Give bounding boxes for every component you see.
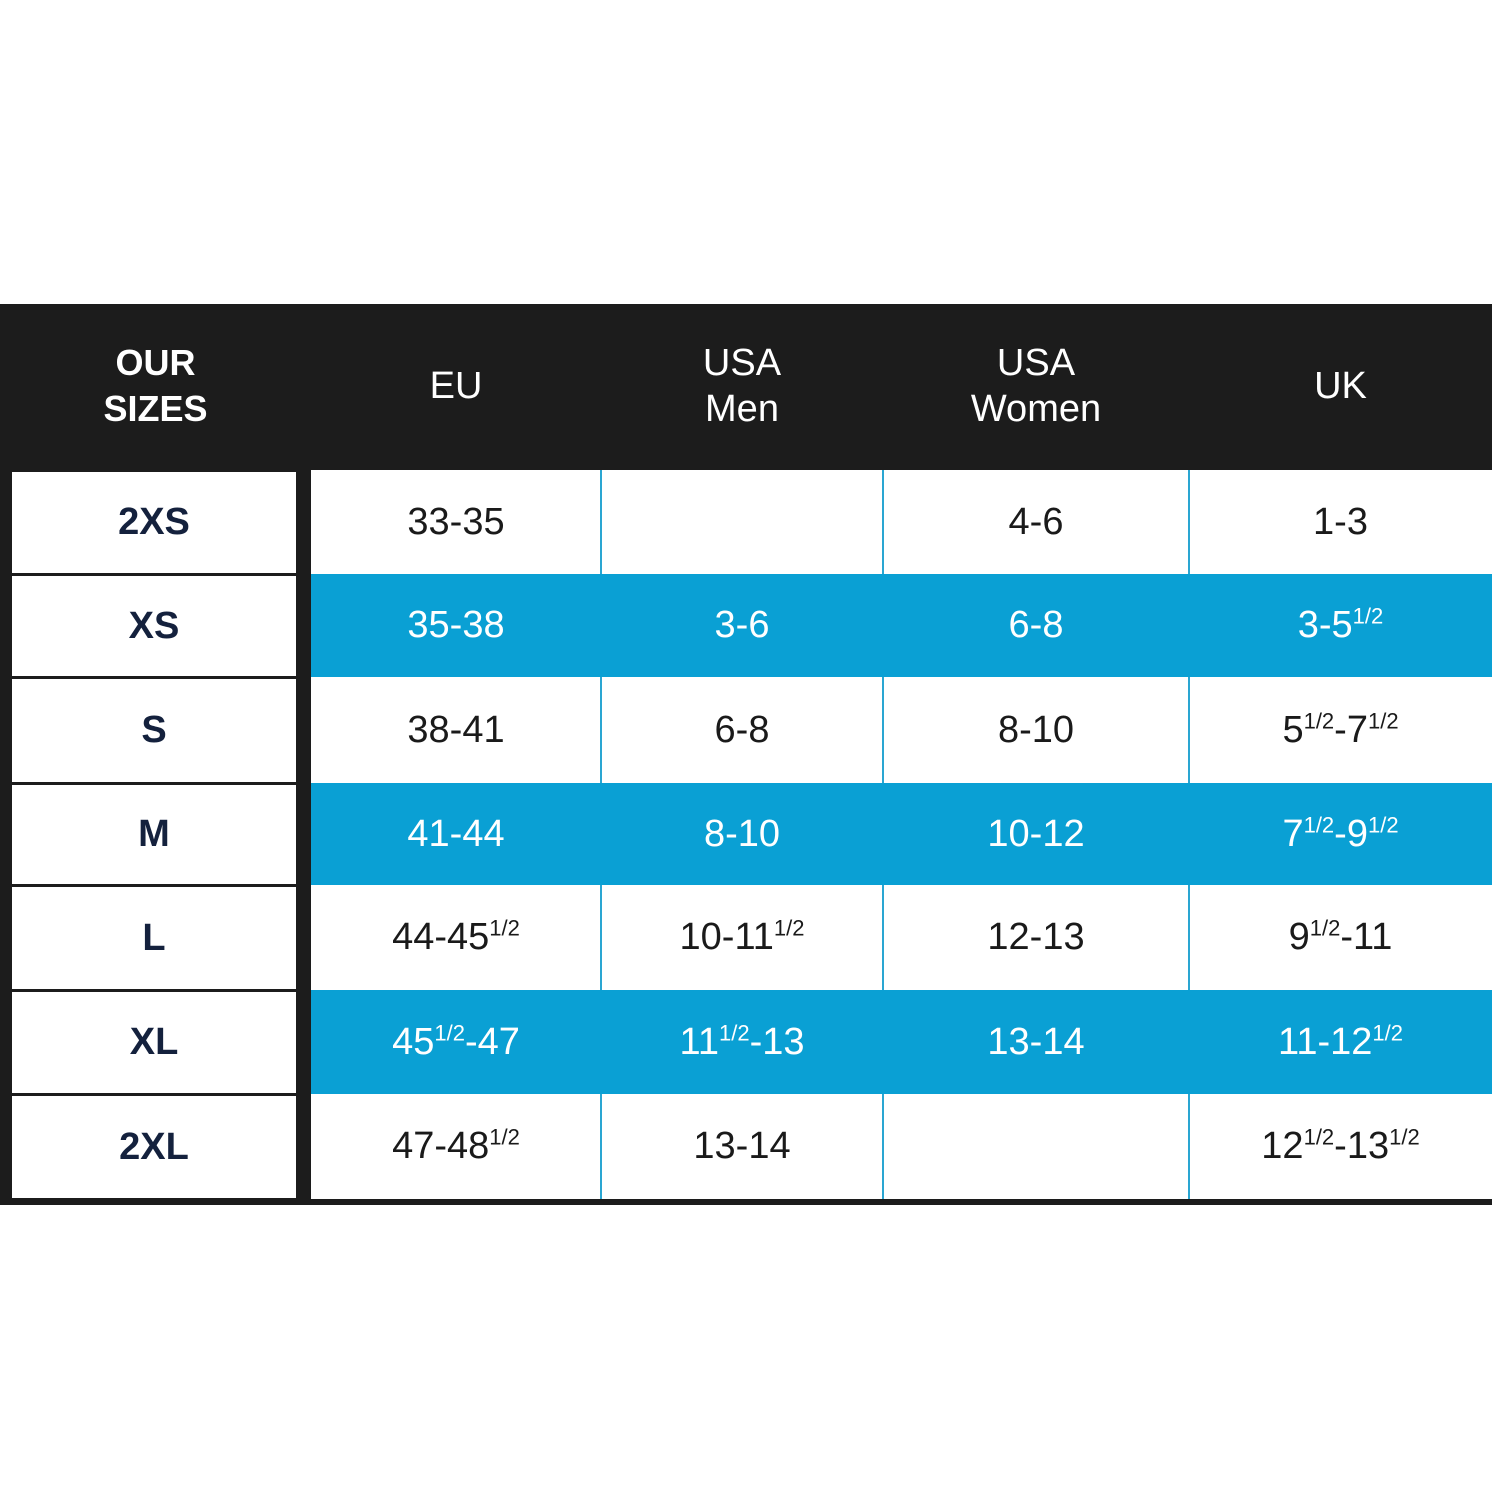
size-label-l: L <box>12 887 296 989</box>
column-divider <box>600 1094 602 1199</box>
cell-value: $9^{1/2}-11$ <box>1288 915 1393 958</box>
cell-value: $12^{1/2}-13^{1/2}$ <box>1261 1124 1420 1167</box>
cell-value: 33-35 <box>407 500 505 543</box>
cell-eu <box>311 990 601 1094</box>
cell-usa-men <box>601 885 883 990</box>
table-row <box>311 470 1492 574</box>
cell-value: 6-8 <box>1008 604 1064 646</box>
cell-value: 1-3 <box>1313 500 1368 543</box>
cell-eu <box>311 677 601 783</box>
cell-uk <box>1189 885 1492 990</box>
cell-value: 3-6 <box>714 604 770 646</box>
cell-value: $44-45^{1/2}$ <box>392 915 520 958</box>
cell-eu <box>311 574 601 677</box>
header-usa-men: USA Men <box>702 342 782 430</box>
size-chart-table <box>0 304 1492 1205</box>
cell-usa-men <box>601 783 883 885</box>
cell-value: $3-5^{1/2}$ <box>1297 603 1384 646</box>
header-usa-women: USA Women <box>970 342 1102 430</box>
cell-usa-women <box>883 990 1189 1094</box>
cell-eu <box>311 470 601 574</box>
table-row <box>311 783 1492 885</box>
header-uk: UK <box>1314 365 1367 407</box>
cell-value: 8-10 <box>997 708 1075 751</box>
column-divider <box>600 885 602 990</box>
column-divider <box>600 470 602 574</box>
cell-eu <box>311 1094 601 1199</box>
size-label-xs: XS <box>12 576 296 676</box>
column-divider <box>882 470 884 574</box>
cell-value: $11^{1/2}-13$ <box>679 1019 805 1063</box>
cell-value: 6-8 <box>714 708 770 751</box>
cell-uk <box>1189 677 1492 783</box>
cell-value: $45^{1/2}-47$ <box>392 1019 520 1063</box>
column-divider <box>882 677 884 783</box>
column-divider <box>1188 885 1190 990</box>
size-label-2xl: 2XL <box>12 1096 296 1198</box>
cell-value: 41-44 <box>407 812 505 855</box>
column-divider <box>1188 1094 1190 1199</box>
size-label-m: M <box>12 785 296 884</box>
cell-uk <box>1189 470 1492 574</box>
cell-usa-women <box>883 574 1189 677</box>
cell-value: 4-6 <box>1008 500 1064 543</box>
column-divider <box>600 677 602 783</box>
cell-value: 12-13 <box>987 916 1085 958</box>
size-label-xl: XL <box>12 992 296 1093</box>
cell-uk <box>1189 990 1492 1094</box>
header-eu: EU <box>429 365 483 407</box>
column-divider <box>882 885 884 990</box>
table-row <box>311 677 1492 783</box>
cell-usa-men <box>601 677 883 783</box>
cell-usa-men <box>601 990 883 1094</box>
cell-value: 38-41 <box>407 708 505 751</box>
cell-eu <box>311 885 601 990</box>
table-row <box>311 885 1492 990</box>
cell-value: 10-12 <box>987 812 1085 855</box>
cell-value: 8-10 <box>703 812 781 855</box>
column-divider <box>1188 677 1190 783</box>
table-row <box>311 1094 1492 1199</box>
cell-usa-women <box>883 783 1189 885</box>
cell-value: $47-48^{1/2}$ <box>392 1124 520 1167</box>
cell-uk <box>1189 1094 1492 1199</box>
header-our-sizes: OUR SIZES <box>103 342 208 429</box>
cell-uk <box>1189 783 1492 885</box>
size-label-s: S <box>12 679 296 782</box>
cell-value: $11-12^{1/2}$ <box>1278 1019 1403 1063</box>
cell-usa-women <box>883 470 1189 574</box>
cell-eu <box>311 783 601 885</box>
cell-value: $5^{1/2}-7^{1/2}$ <box>1282 707 1399 751</box>
column-divider <box>1188 470 1190 574</box>
cell-usa-men <box>601 470 883 574</box>
size-label-2xs: 2XS <box>12 472 296 573</box>
cell-usa-men <box>601 1094 883 1199</box>
cell-value: $7^{1/2}-9^{1/2}$ <box>1282 811 1399 855</box>
cell-value: $10-11^{1/2}$ <box>679 915 805 958</box>
cell-value: 13-14 <box>693 1125 791 1167</box>
cell-value: 35-38 <box>407 604 505 646</box>
table-row <box>311 574 1492 677</box>
cell-usa-women <box>883 1094 1189 1199</box>
cell-usa-men <box>601 574 883 677</box>
cell-usa-women <box>883 677 1189 783</box>
cell-uk <box>1189 574 1492 677</box>
table-row <box>311 990 1492 1094</box>
column-divider <box>882 1094 884 1199</box>
cell-value: 13-14 <box>987 1020 1085 1063</box>
cell-usa-women <box>883 885 1189 990</box>
